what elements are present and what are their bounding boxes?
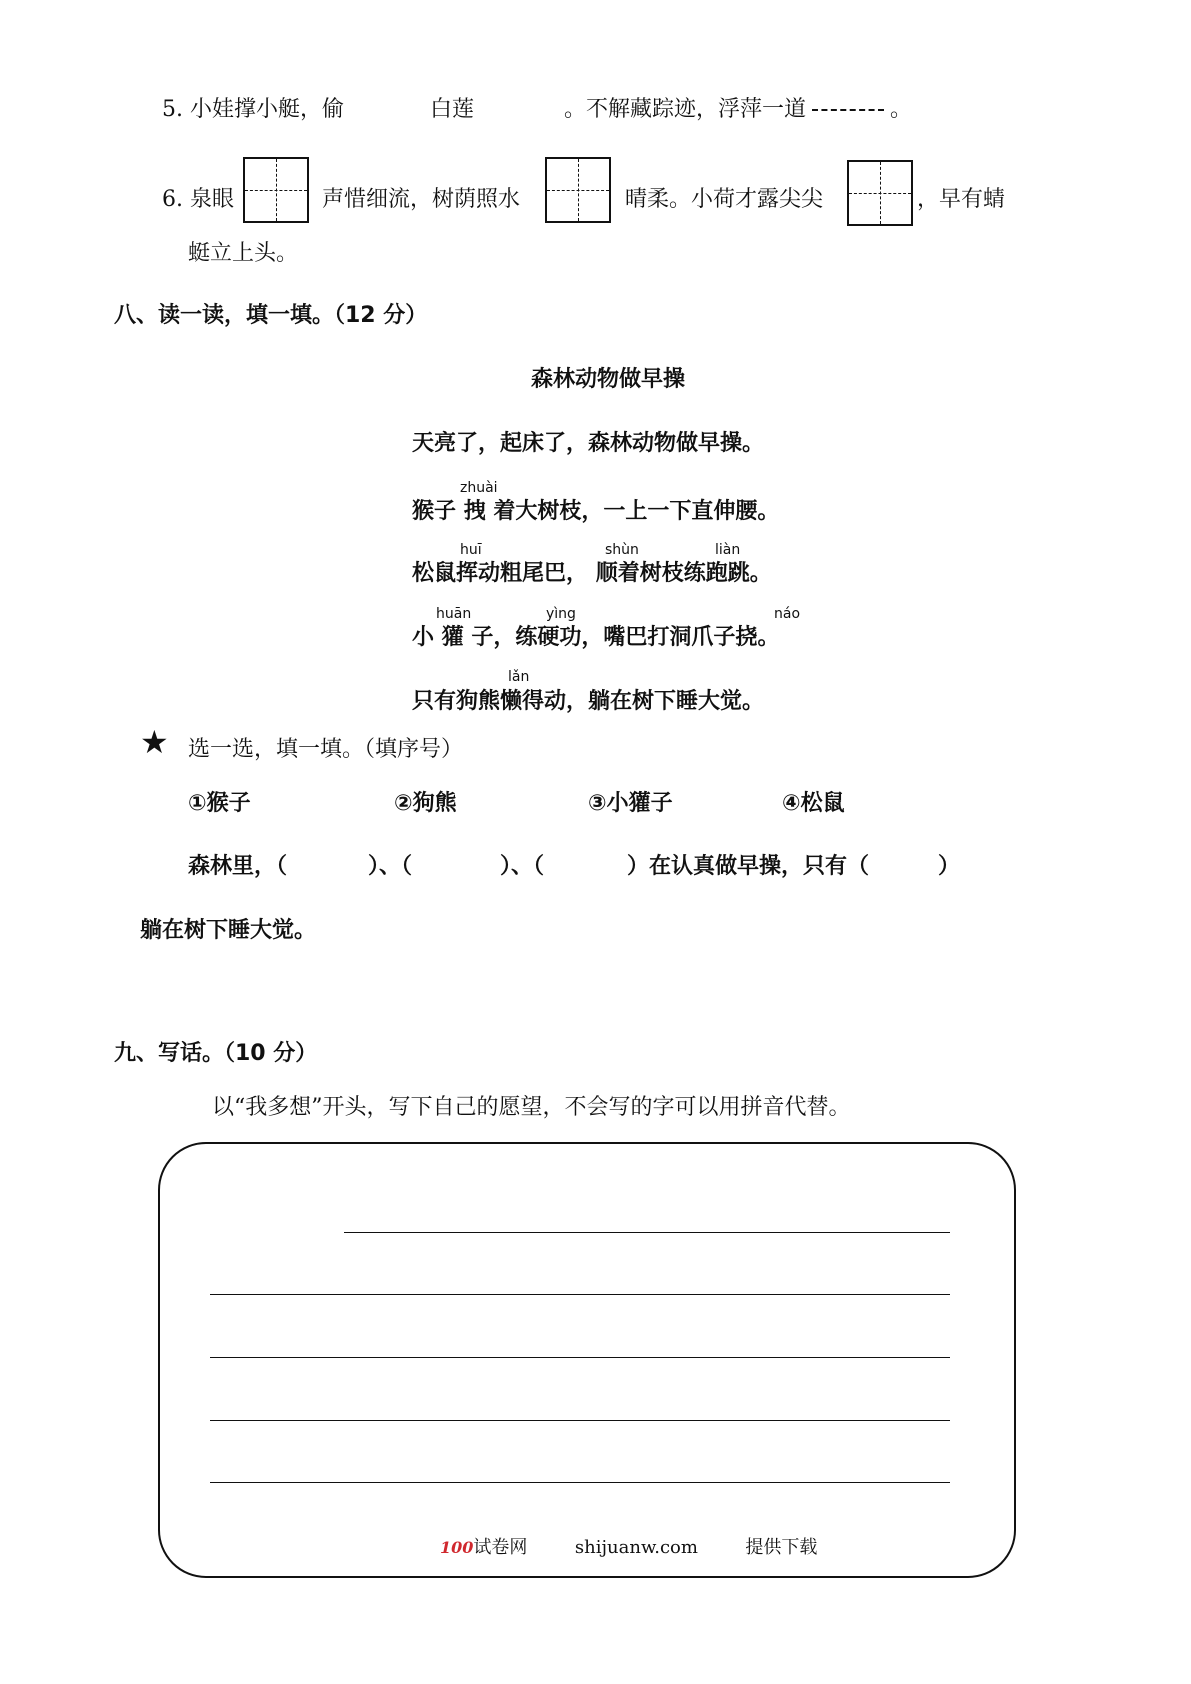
pinyin-huan: huān bbox=[436, 606, 472, 622]
pinyin-nao: náo bbox=[774, 606, 801, 622]
q6-tianzi-box-1[interactable] bbox=[243, 157, 309, 223]
option-4: ④松鼠 bbox=[782, 791, 845, 816]
poem-line-3-e: 着树枝 bbox=[617, 561, 684, 586]
q6-tianzi-box-3[interactable] bbox=[847, 160, 913, 226]
exercise-instruction: 选一选，填一填。（填序号） bbox=[188, 737, 464, 762]
poem-line-4-b: 獾 bbox=[441, 625, 464, 650]
exercise-sentence-d: 躺在树下睡大觉。 bbox=[140, 918, 317, 943]
poem-line-3 bbox=[412, 556, 772, 587]
pinyin-shun: shùn bbox=[605, 542, 639, 558]
star-icon: ★ bbox=[140, 723, 169, 761]
poem-line-4-f: 挠 bbox=[735, 625, 758, 650]
poem-line-4 bbox=[412, 620, 779, 651]
poem-line-5-a: 只有狗熊 bbox=[412, 689, 501, 714]
q5-line-end bbox=[564, 92, 912, 123]
poem-line-4-a: 小 bbox=[412, 625, 435, 650]
site-url[interactable]: shijuanw.com bbox=[574, 1537, 698, 1558]
q5-blank[interactable] bbox=[812, 109, 884, 111]
section8-title: 八、读一读，填一填。（12 分） bbox=[114, 303, 428, 328]
q6-prefix bbox=[162, 182, 234, 213]
option-3: ③小獾子 bbox=[588, 791, 673, 816]
writing-line-1[interactable] bbox=[344, 1232, 950, 1233]
poem-line-4-c: 子，练 bbox=[471, 625, 538, 650]
writing-box[interactable] bbox=[158, 1142, 1016, 1578]
pinyin-zhuai: zhuài bbox=[460, 480, 498, 496]
q5-text-c: 。不解藏踪迹，浮萍一道 bbox=[564, 97, 807, 122]
poem-line-2-c: 着大树枝，一上一下直伸腰。 bbox=[493, 499, 780, 524]
poem-line-5-b: 懒 bbox=[500, 689, 523, 714]
poem-line-3-b: 挥 bbox=[456, 561, 479, 586]
poem-line-5 bbox=[412, 684, 764, 715]
q6-number: 6. bbox=[162, 187, 183, 212]
writing-line-4[interactable] bbox=[210, 1420, 950, 1421]
exercise-sentence-a: 森林里，（ bbox=[188, 854, 288, 879]
q5-line bbox=[162, 92, 344, 123]
poem-line-3-c: 动粗尾巴， bbox=[478, 561, 589, 586]
footer bbox=[440, 1533, 817, 1559]
poem-line-3-d: 顺 bbox=[595, 561, 618, 586]
pinyin-ying: yìng bbox=[546, 606, 576, 622]
q6-text-e: 蜓立上头。 bbox=[188, 241, 299, 266]
poem-line-2-b: 拽 bbox=[463, 499, 486, 524]
writing-line-2[interactable] bbox=[210, 1294, 950, 1295]
site-name: 试卷网 bbox=[473, 1537, 528, 1558]
q5-text-a: 小娃撑小艇，偷 bbox=[190, 97, 345, 122]
pinyin-lan: lǎn bbox=[508, 669, 530, 685]
poem-line-3-a: 松鼠 bbox=[412, 561, 457, 586]
poem-line-4-e: 功，嘴巴打洞爪子 bbox=[559, 625, 736, 650]
section9-prompt: 以“我多想”开头，写下自己的愿望，不会写的字可以用拼音代替。 bbox=[212, 1095, 851, 1120]
q5-text-b: 白莲 bbox=[430, 97, 475, 122]
q5-text-d: 。 bbox=[890, 97, 913, 122]
exercise-sep-2: ）、（ bbox=[500, 854, 545, 879]
writing-line-5[interactable] bbox=[210, 1482, 950, 1483]
q6-text-a: 泉眼 bbox=[190, 187, 235, 212]
exercise-sep-1: ）、（ bbox=[368, 854, 413, 879]
poem-line-1: 天亮了，起床了，森林动物做早操。 bbox=[412, 431, 765, 456]
q6-text-c: 晴柔。小荷才露尖尖 bbox=[625, 187, 824, 212]
writing-line-3[interactable] bbox=[210, 1357, 950, 1358]
pinyin-hui: huī bbox=[460, 542, 482, 558]
poem-line-3-f: 练 bbox=[683, 561, 706, 586]
site-logo: 100 bbox=[440, 1538, 474, 1557]
poem-line-4-d: 硬 bbox=[537, 625, 560, 650]
poem-line-4-g: 。 bbox=[757, 625, 780, 650]
section9-title: 九、写话。（10 分） bbox=[114, 1041, 318, 1066]
poem-line-2-a: 猴子 bbox=[412, 499, 457, 524]
poem-line-3-g: 跑跳。 bbox=[705, 561, 772, 586]
download-text: 提供下载 bbox=[745, 1537, 818, 1558]
q6-tianzi-box-2[interactable] bbox=[545, 157, 611, 223]
poem-line-5-c: 得动，躺在树下睡大觉。 bbox=[522, 689, 765, 714]
q6-text-b: 声惜细流，树荫照水 bbox=[322, 187, 521, 212]
option-2: ②狗熊 bbox=[394, 791, 457, 816]
exercise-sentence-b: ）在认真做早操，只有（ bbox=[627, 854, 870, 879]
pinyin-lian: liàn bbox=[715, 542, 741, 558]
q6-text-d: ，早有蜻 bbox=[917, 187, 1006, 212]
option-1: ①猴子 bbox=[188, 791, 251, 816]
poem-line-2 bbox=[412, 494, 779, 525]
q5-number: 5. bbox=[162, 97, 183, 122]
exercise-sentence-c: ） bbox=[938, 854, 961, 879]
poem-title: 森林动物做早操 bbox=[531, 367, 686, 392]
